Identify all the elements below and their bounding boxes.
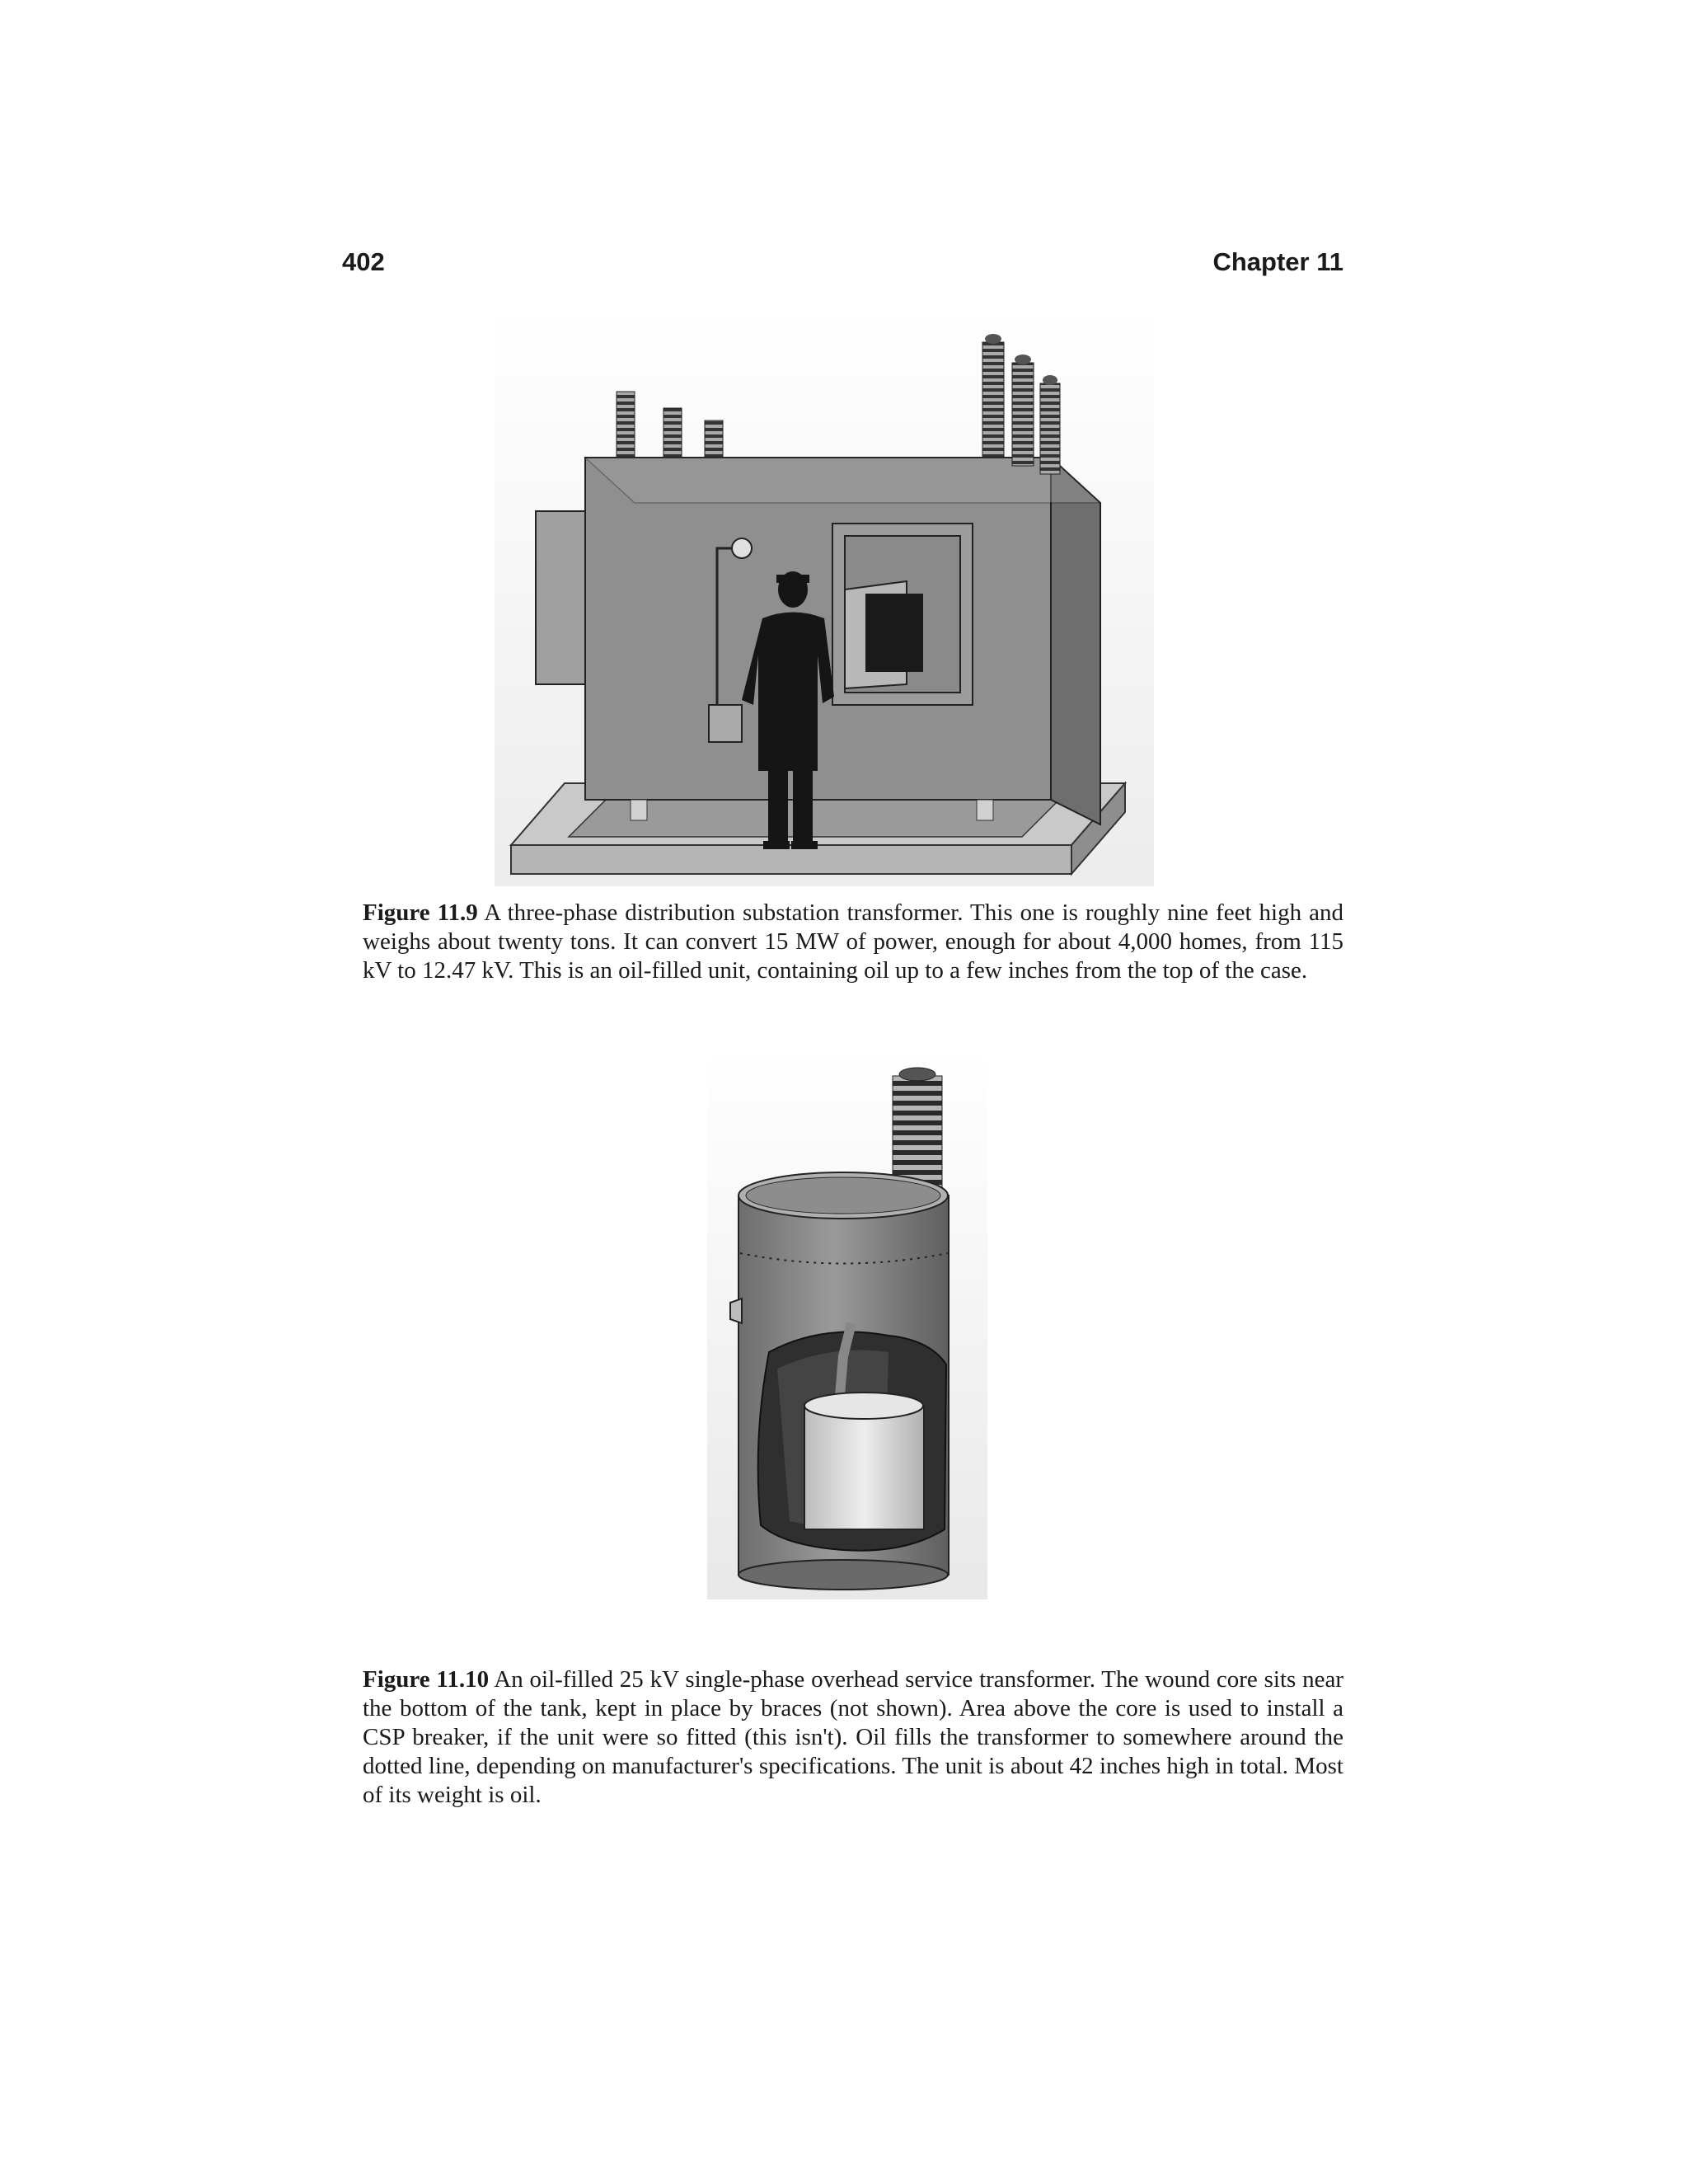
figure-11-9-text: A three-phase distribution substation transformer. This one is roughly nine feet high and weighs about twenty tons. It can convert 15 MW of power, enough for about 4,000 homes, from 115 kV to 12.47 kV. This is an oil-filled unit, containing oil up to a few inches from the top of the case. — [363, 899, 1343, 984]
substation-transformer-illustration — [495, 309, 1154, 886]
figure-11-10-caption — [363, 1665, 1343, 1810]
figure-11-10-text: An oil-filled 25 kV single-phase overhead service transformer. The wound core sits near the bottom of the tank, kept in place by braces (not shown). Area above the core is used to install a CSP breaker, if the unit were so fitted (this isn't). Oil fills the transformer to somewhere around the dotted line, depending on manufacturer's specifications. The unit is about 42 inches high in total. Most of its weight is oil. — [363, 1666, 1343, 1808]
figure-11-10-label: Figure 11.10 — [363, 1666, 490, 1693]
page-number: 402 — [342, 247, 385, 276]
figure-11-9-caption — [363, 899, 1343, 985]
figure-11-9-label: Figure 11.9 — [363, 899, 478, 926]
chapter-title: Chapter 11 — [1212, 247, 1343, 276]
service-transformer-illustration — [707, 1051, 987, 1599]
